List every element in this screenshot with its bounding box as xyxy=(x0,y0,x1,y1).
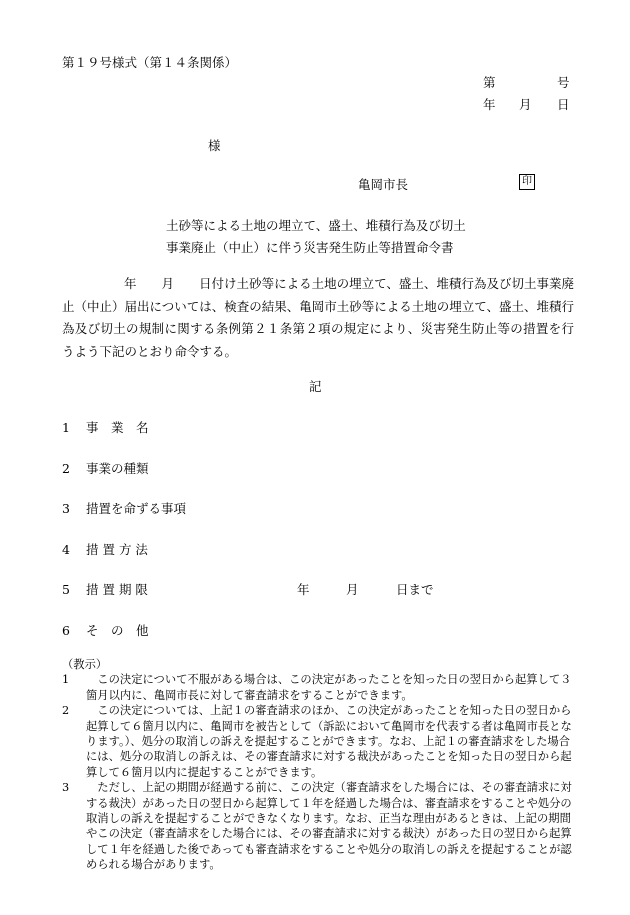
item-label: そ の 他 xyxy=(86,623,149,638)
item-measure-deadline xyxy=(62,580,148,598)
instruction-note xyxy=(62,672,580,703)
instruction-section xyxy=(62,657,580,873)
note-text: この決定について不服がある場合は、この決定があったことを知った日の翌日から起算して３箇月以内に、亀岡市長に対して審査請求をすることができます。 xyxy=(86,673,572,702)
date-year: 年 xyxy=(483,97,496,112)
note-number: 3 xyxy=(62,781,70,795)
instruction-note xyxy=(62,780,580,872)
item-label: 事 業 名 xyxy=(86,420,149,435)
note-text: この決定については、上記１の審査請求のほか、この決定があったことを知った日の翌日から起算して６箇月以内に、亀岡市を被告として（訴訟において亀岡市を代表する者は亀岡市長となります。）、処分の取消しの訴えを提起することができます。なお、上記１の審査請求をした場合には、処分の取消しの訴えは、その審査請求に対する裁決があったことを知った日の翌日から起算して６箇月以内に提起することができます。 xyxy=(86,704,572,779)
item-number: 2 xyxy=(62,461,70,476)
item-number: 1 xyxy=(62,420,70,435)
item-label: 措 置 期 限 xyxy=(86,582,148,597)
date-month: 月 xyxy=(519,97,532,112)
deadline-year: 年 xyxy=(297,582,310,597)
form-label: 第１９号様式（第１４条関係） xyxy=(62,55,238,70)
item-label: 措 置 方 法 xyxy=(86,542,148,557)
seal-mark: 印 xyxy=(519,174,535,190)
note-text: ただし、上記の期間が経過する前に、この決定（審査請求をした場合には、その審査請求に対する裁決）があった日の翌日から起算して１年を経過した場合は、審査請求をすることや処分の取消しの訴えを提起することができなくなります。なお、正当な理由があるときは、上記の期間やこの決定（審査請求をした場合には、その審査請求に対する裁決）があった日の翌日から起算して１年を経過した後であっても審査請求をすることや処分の取消しの訴えを提起することが認められる場合があります。 xyxy=(86,781,572,872)
item-ordered-measures xyxy=(62,499,186,517)
title-line-1: 土砂等による土地の埋立て、盛土、堆積行為及び切土 xyxy=(166,218,466,233)
body-paragraph: 年 月 日付け土砂等による土地の埋立て、盛土、堆積行為及び切土事業廃止（中止）届出については、検査の結果、亀岡市土砂等による土地の埋立て、盛土、堆積行為及び切土の規制に関する条例第２１条第２項の規定により、災害発生防止等の措置を行うよう下記のとおり命令する。 xyxy=(62,276,575,359)
item-other xyxy=(62,621,149,639)
item-number: 3 xyxy=(62,501,70,516)
date-day: 日 xyxy=(557,97,570,112)
item-number: 4 xyxy=(62,542,70,557)
issuer-name: 亀岡市長 xyxy=(358,177,409,192)
item-number: 6 xyxy=(62,623,70,638)
instruction-note xyxy=(62,703,580,780)
addressee-suffix: 様 xyxy=(208,138,221,153)
note-number: 1 xyxy=(62,673,70,687)
item-label: 措置を命ずる事項 xyxy=(86,501,187,516)
ki-heading: 記 xyxy=(309,379,322,394)
deadline-day-until: 日まで xyxy=(396,582,434,597)
item-project-type xyxy=(62,459,149,477)
item-label: 事業の種類 xyxy=(86,461,149,476)
item-project-name xyxy=(62,418,149,436)
number-prefix: 第 xyxy=(483,75,496,90)
deadline-month: 月 xyxy=(346,582,359,597)
number-suffix: 号 xyxy=(557,75,570,90)
note-number: 2 xyxy=(62,704,70,718)
instruction-heading: （教示） xyxy=(62,658,108,671)
item-measure-method xyxy=(62,540,148,558)
item-number: 5 xyxy=(62,582,70,597)
title-line-2: 事業廃止（中止）に伴う災害発生防止等措置命令書 xyxy=(166,240,454,255)
